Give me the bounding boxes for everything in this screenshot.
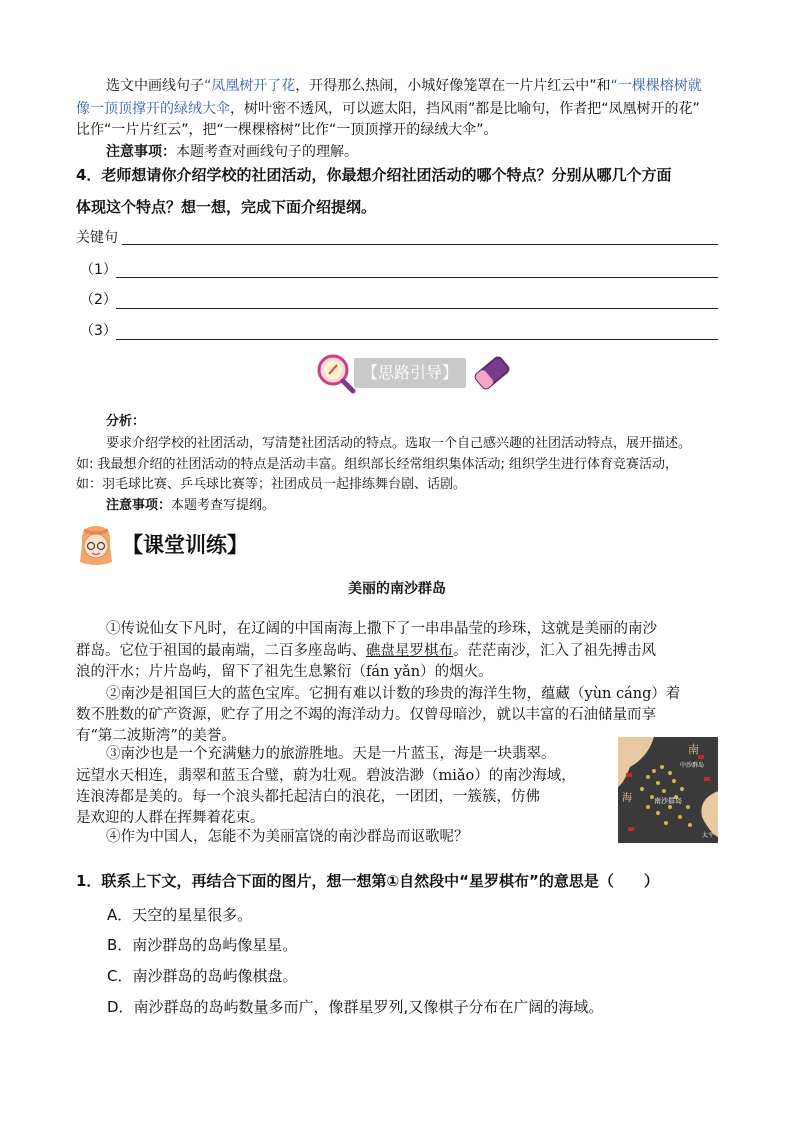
magnifier-icon [314, 352, 358, 394]
guide-banner-label: 【思路引导】 [361, 363, 458, 382]
q4-line-1: 4．老师想请你介绍学校的社团活动，你最想介绍社团活动的哪个特点？分别从哪几个方面 [76, 166, 672, 184]
q4-line-2: 体现这个特点？想一想，完成下面介绍提纲。 [76, 198, 377, 216]
article-p2-line-1: ②南沙是祖国巨大的蓝色宝库。它拥有难以计数的珍贵的海洋生物，蕴藏（yùn cáng）着 [106, 686, 681, 702]
q3-line-2: 像一顶顶撑开的绿绒大伞，树叶密不透风，可以遮太阳，挡风雨”都是比喻句，作者把“凤凰树开的花” [76, 101, 700, 117]
option-a[interactable]: A．天空的星星很多。 [107, 906, 253, 924]
analysis-line-3: 如：羽毛球比赛、乒乓球比赛等；社团成员一起排练舞台剧、话剧。 [76, 477, 467, 492]
option-d[interactable]: D．南沙群岛的岛屿数量多而广，像群星罗列,又像棋子分布在广阔的海域。 [107, 998, 604, 1016]
question-1-stem: 1．联系上下文，再结合下面的图片，想一想第①自然段中“星罗棋布”的意思是（ ） [76, 872, 659, 890]
article-p1-line-3: 浪的汗水；片片岛屿，留下了祖先生息繁衍（fán yǎn）的烟火。 [76, 664, 493, 680]
article-p3-line-1: ③南沙也是一个充满魅力的旅游胜地。天是一片蓝玉，海是一块翡翠。 [106, 746, 556, 762]
article-p2-line-3: 有“第二波斯湾”的美誉。 [76, 728, 236, 744]
section-title: 【课堂训练】 [122, 533, 248, 557]
underlined-quote-2: “一棵棵榕树就 [610, 78, 702, 94]
article-p3-line-3: 连浪涛都是美的。每一个浪头都托起洁白的浪花，一团团，一簇簇，仿佛 [76, 789, 540, 805]
q3-line-1: 选文中画线句子“凤凰树开了花，开得那么热闹，小城好像笼罩在一片片红云中”和“一棵棵榕树就 [106, 78, 702, 94]
q3-note: 注意事项：本题考查对画线句子的理解。 [106, 144, 358, 160]
nansha-map-image [618, 737, 718, 843]
map-label-sea: 海 [622, 793, 632, 804]
outline-item-1-label: （1） [80, 262, 117, 278]
outline-item-1-blank[interactable] [116, 276, 718, 278]
article-p3-line-4: 是欢迎的人群在挥舞着花束。 [76, 810, 265, 826]
article-p4: ④作为中国人，怎能不为美丽富饶的南沙群岛而讴歌呢？ [106, 829, 469, 845]
underlined-phrase: 礁盘星罗棋布 [366, 643, 453, 659]
article-title: 美丽的南沙群岛 [348, 581, 446, 597]
map-label-top: 南 [688, 743, 699, 756]
guide-banner [354, 358, 466, 388]
outline-item-3-label: （3） [80, 323, 117, 339]
analysis-label: 分析： [106, 414, 146, 429]
map-label-main: 南沙群岛 [654, 797, 682, 805]
article-p2-line-2: 数不胜数的矿产资源，贮存了用之不竭的海洋动力。仅曾母暗沙，就以丰富的石油储量而享 [76, 707, 656, 723]
article-p1-line-2: 群岛。它位于祖国的最南端，二百多座岛屿、礁盘星罗棋布。茫茫南沙，汇入了祖先搏击风 [76, 643, 656, 659]
key-sentence-blank[interactable] [122, 243, 718, 245]
analysis-line-2: 如: 我最想介绍的社团活动的特点是活动丰富。组织部长经常组织集体活动; 组织学生进行体育竞赛活动， [76, 457, 679, 472]
article-p3-line-2: 远望水天相连，翡翠和蓝玉合璧，蔚为壮观。碧波浩渺（miǎo）的南沙海域， [76, 768, 576, 784]
map-label-mid: 中沙群岛 [680, 762, 705, 769]
outline-item-3-blank[interactable] [116, 338, 718, 340]
analysis-line-1: 要求介绍学校的社团活动，写清楚社团活动的特点。选取一个自己感兴趣的社团活动特点，展开描述。 [106, 436, 692, 451]
outline-item-2-label: （2） [80, 292, 117, 308]
q3-line-3: 比作“一片片红云”，把“一棵棵榕树”比作“一顶顶撑开的绿绒大伞”。 [76, 122, 498, 138]
girl-avatar-icon [74, 522, 118, 568]
key-sentence-label: 关键句 [76, 230, 118, 246]
article-p1-line-1: ①传说仙女下凡时，在辽阔的中国南海上撒下了一串串晶莹的珍珠，这就是美丽的南沙 [106, 621, 657, 637]
option-c[interactable]: C．南沙群岛的岛屿像棋盘。 [107, 967, 298, 985]
outline-item-2-blank[interactable] [116, 307, 718, 309]
option-b[interactable]: B．南沙群岛的岛屿像星星。 [107, 936, 298, 954]
eraser-icon [470, 352, 514, 394]
map-label-small: 太平 [702, 832, 715, 839]
underlined-quote-1: “凤凰树开了花 [204, 78, 296, 94]
analysis-note: 注意事项：本题考查写提纲。 [106, 498, 276, 513]
